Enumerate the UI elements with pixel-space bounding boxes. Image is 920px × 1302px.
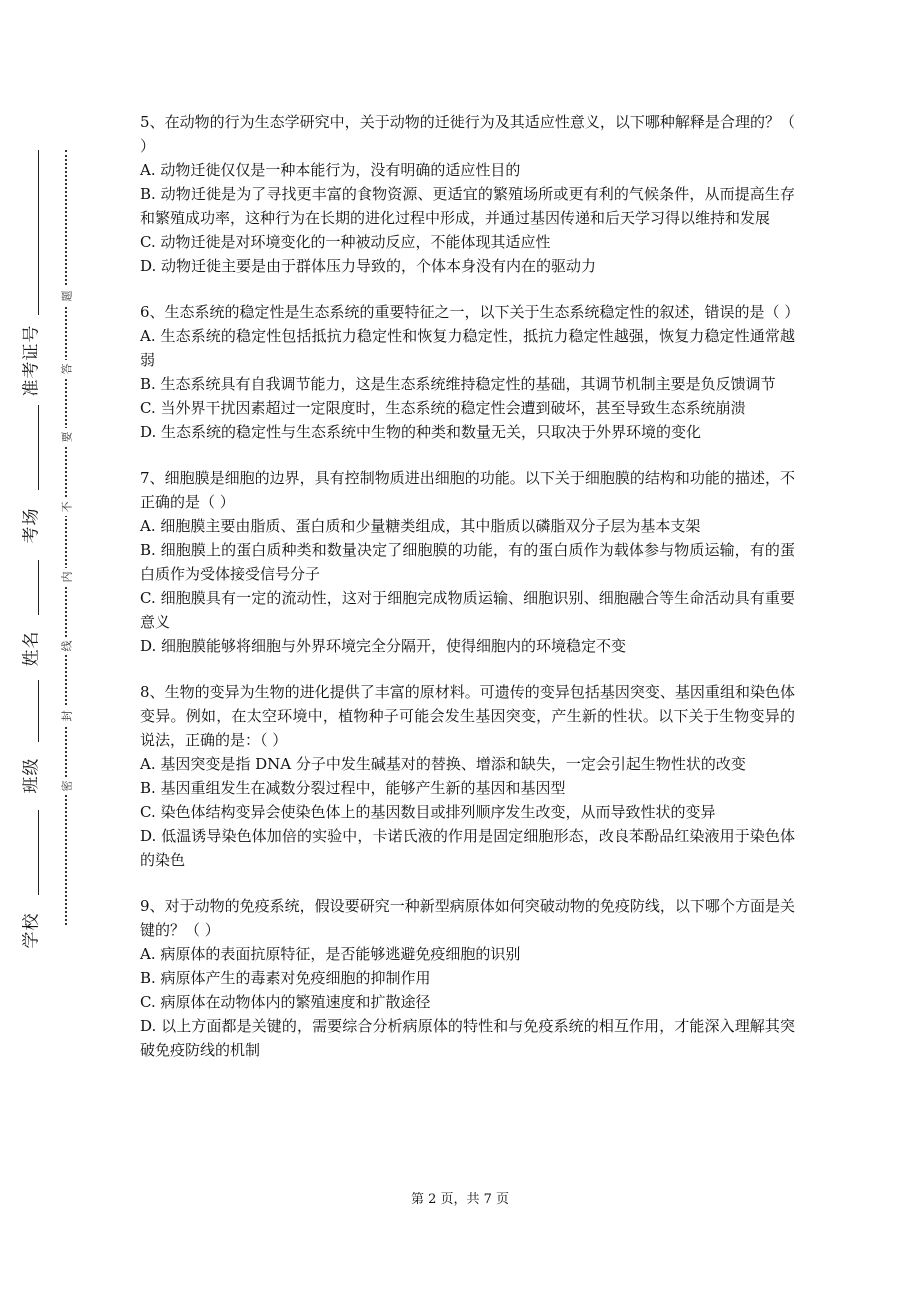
field-class [4,745,54,805]
binding-mark [57,777,75,795]
option-a: A. 基因突变是指 DNA 分子中发生碱基对的替换、增添和缺失，一定会引起生物性状的改变 [140,755,746,773]
option-d: D. 动物迁徙主要是由于群体压力导致的，个体本身没有内在的驱动力 [140,257,597,275]
option-a: A. 动物迁徙仅仅是一种本能行为，没有明确的适应性目的 [140,161,521,179]
option-a: A. 细胞膜主要由脂质、蛋白质和少量糖类组成，其中脂质以磷脂双分子层为基本支架 [140,517,701,535]
field-name-line [38,560,39,615]
field-class-line [38,680,39,742]
option-c: C. 病原体在动物体内的繁殖速度和扩散途径 [140,993,431,1011]
binding-mark [57,360,75,378]
question-stem: 8、生物的变异为生物的进化提供了丰富的原材料。可遗传的变异包括基因突变、基因重组和染色体变异。例如，在太空环境中，植物种子可能会发生基因突变，产生新的性状。以下关于生物变异的说法，正确的是：（ ） [140,683,795,749]
field-class-label: 班级 [21,757,42,793]
option-c: C. 染色体结构变异会使染色体上的基因数目或排列顺序发生改变，从而导致性状的变异 [140,803,716,821]
binding-mark-text: 内 [60,571,73,583]
option-b: B. 病原体产生的毒素对免疫细胞的抑制作用 [140,969,431,987]
option-b: B. 基因重组发生在减数分裂过程中，能够产生新的基因和基因型 [140,779,566,797]
option-b: B. 细胞膜上的蛋白质种类和数量决定了细胞膜的功能，有的蛋白质作为载体参与物质运输，有的蛋白质作为受体接受信号分子 [140,541,795,583]
field-name-label: 姓名 [21,630,42,666]
field-exam-id-label: 准考证号 [21,324,42,396]
question-stem: 7、细胞膜是细胞的边界，具有控制物质进出细胞的功能。以下关于细胞膜的结构和功能的描述，不正确的是（ ） [140,469,795,511]
question-9 [140,894,795,1062]
question-5 [140,110,795,278]
field-name [4,618,54,678]
binding-mark [57,287,75,305]
binding-mark [57,568,75,586]
question-6 [140,300,800,444]
field-school-line [38,810,39,895]
option-d: D. 细胞膜能够将细胞与外界环境完全分隔开，使得细胞内的环境稳定不变 [140,637,627,655]
option-d: D. 以上方面都是关键的，需要综合分析病原体的特性和与免疫系统的相互作用，才能深入理解其突破免疫防线的机制 [140,1017,795,1059]
question-stem: 9、对于动物的免疫系统，假设要研究一种新型病原体如何突破动物的免疫防线，以下哪个方面是关键的？（ ） [140,897,795,939]
question-8 [140,680,795,872]
page-number: 第 2 页，共 7 页 [410,1192,510,1207]
field-exam-room [4,495,54,555]
question-7 [140,466,795,658]
field-exam-room-line [38,405,39,490]
binding-mark-text: 线 [60,640,73,652]
binding-mark [57,637,75,655]
question-list [140,110,800,1084]
field-school [4,900,54,960]
option-b: B. 动物迁徙是为了寻找更丰富的食物资源、更适宜的繁殖场所或更有利的气候条件，从而提高生存和繁殖成功率，这种行为在长期的进化过程中形成，并通过基因传递和后天学习得以维持和发展 [140,185,795,227]
binding-mark-text: 不 [60,501,73,513]
binding-mark-text: 题 [60,290,73,302]
binding-mark [57,707,75,725]
binding-mark-text: 封 [60,710,73,722]
option-a: A. 病原体的表面抗原特征，是否能够逃避免疫细胞的识别 [140,945,521,963]
field-exam-id-line [38,150,39,315]
option-a: A. 生态系统的稳定性包括抵抗力稳定性和恢复力稳定性，抵抗力稳定性越强，恢复力稳定性通常越弱 [140,327,795,369]
option-d: D. 低温诱导染色体加倍的实验中，卡诺氏液的作用是固定细胞形态，改良苯酚品红染液用于染色体的染色 [140,827,795,869]
question-stem: 5、在动物的行为生态学研究中，关于动物的迁徙行为及其适应性意义，以下哪种解释是合理的？（ ） [140,113,795,155]
option-c: C. 动物迁徙是对环境变化的一种被动反应，不能体现其适应性 [140,233,551,251]
field-school-label: 学校 [21,912,42,948]
question-stem: 6、生态系统的稳定性是生态系统的重要特征之一，以下关于生态系统稳定性的叙述，错误的是（ ） [140,303,800,321]
binding-mark [57,498,75,516]
field-exam-room-label: 考场 [21,507,42,543]
binding-mark-text: 要 [60,431,73,443]
option-c: C. 当外界干扰因素超过一定限度时，生态系统的稳定性会遭到破坏，甚至导致生态系统崩溃 [140,399,746,417]
option-c: C. 细胞膜具有一定的流动性，这对于细胞完成物质运输、细胞识别、细胞融合等生命活动具有重要意义 [140,589,795,631]
binding-mark [57,428,75,446]
field-exam-id [4,320,54,400]
option-d: D. 生态系统的稳定性与生态系统中生物的种类和数量无关，只取决于外界环境的变化 [140,423,702,441]
binding-mark-text: 答 [60,363,73,375]
binding-mark-text: 密 [60,780,73,792]
binding-dotted-line [65,150,67,925]
option-b: B. 生态系统具有自我调节能力，这是生态系统维持稳定性的基础，其调节机制主要是负反馈调节 [140,375,776,393]
